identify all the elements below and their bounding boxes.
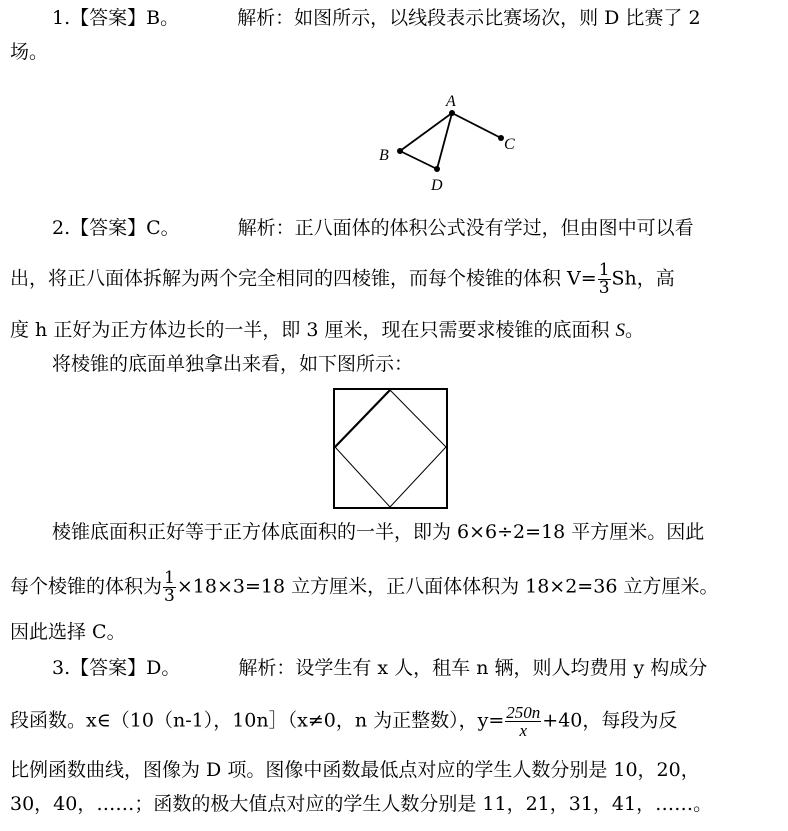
q2-line-2-end: Sh，高	[611, 267, 675, 290]
q2-line-6	[10, 570, 718, 605]
q2-line-2	[10, 262, 675, 297]
q2-line-5	[52, 520, 704, 544]
q3-answer: 3.【答案】D。	[52, 657, 181, 679]
match-diagram	[370, 88, 530, 198]
q2-pyramid-fraction	[163, 570, 176, 605]
q2-line-1	[52, 216, 694, 240]
q3-line-2-end: +40，每段为反	[542, 709, 678, 732]
q2-base-area: 棱锥底面积正好等于正方体底面积的一半，即为 6×6÷2=18 平方厘米。因此	[52, 521, 705, 543]
fraction-denominator: 3	[598, 278, 610, 298]
label-a: A	[446, 93, 456, 110]
q3-explanation-start: 解析：设学生有 x 人，租车 n 辆，则人均费用 y 构成分	[238, 657, 708, 679]
q2-line-3-end: 。	[625, 319, 645, 341]
edge-a-c	[452, 113, 501, 138]
q2-line-2-text: 出，将正八面体拆解为两个完全相同的四棱锥，而每个棱锥的体积 V=	[10, 267, 597, 290]
label-b: B	[379, 147, 389, 164]
q2-line-3	[10, 318, 644, 343]
q2-explanation-start: 解析：正八面体的体积公式没有学过，但由图中可以看	[237, 217, 694, 239]
q1-line-1	[52, 6, 701, 30]
fraction-denominator: 3	[164, 586, 175, 606]
q2-line-7	[10, 620, 126, 644]
q3-line-3-text: 比例函数曲线，图像为 D 项。图像中函数最低点对应的学生人数分别是 10，20，	[10, 759, 700, 781]
square-base-diagram	[333, 388, 449, 510]
q2-line-3-text: 度 h 正好为正方体边长的一半，即 3 厘米，现在只需要求棱锥的底面积	[10, 319, 616, 341]
q1-answer: 1.【答案】B。	[52, 7, 180, 29]
q1-explanation-start: 解析：如图所示，以线段表示比赛场次，则 D 比赛了 2	[237, 7, 701, 29]
point-d	[434, 166, 440, 172]
fraction-denominator: x	[519, 721, 528, 740]
inner-diamond	[335, 390, 446, 507]
label-c: C	[504, 136, 515, 153]
q3-line-2	[10, 704, 677, 739]
q3-line-2-text: 段函数。x∈（10（n-1），10n］（x≠0，n 为正整数），y=	[10, 709, 505, 732]
q3-function-fraction	[505, 704, 541, 739]
fraction-numerator: 1	[598, 260, 610, 280]
point-a	[449, 110, 455, 116]
q3-line-4	[10, 792, 712, 816]
diamond-top-left-edge	[335, 390, 390, 447]
fraction-numerator: 1	[164, 568, 175, 588]
q2-conclusion: 因此选择 C。	[10, 621, 126, 643]
label-d: D	[431, 177, 443, 194]
edge-b-d	[400, 151, 437, 169]
q2-base-intro: 将棱锥的底面单独拿出来看，如下图所示：	[52, 353, 414, 375]
q2-answer: 2.【答案】C。	[52, 217, 180, 239]
fraction-numerator: 250n	[506, 703, 541, 722]
q2-line-6-text: 每个棱锥的体积为	[10, 575, 163, 598]
area-symbol: S	[615, 320, 626, 341]
q1-line-2	[10, 40, 48, 64]
q3-line-1	[52, 656, 707, 680]
q2-volume-fraction	[598, 262, 611, 297]
point-b	[397, 148, 403, 154]
q3-line-4-text: 30，40，……；函数的极大值点对应的学生人数分别是 11，21，31，41，……。	[10, 793, 713, 815]
outer-square	[334, 389, 447, 508]
q3-line-3	[10, 758, 700, 782]
q2-line-4	[52, 352, 413, 376]
q1-explanation-end: 场。	[10, 41, 49, 63]
q2-line-6-end: ×18×3=18 立方厘米，正八面体体积为 18×2=36 立方厘米。	[176, 575, 719, 598]
